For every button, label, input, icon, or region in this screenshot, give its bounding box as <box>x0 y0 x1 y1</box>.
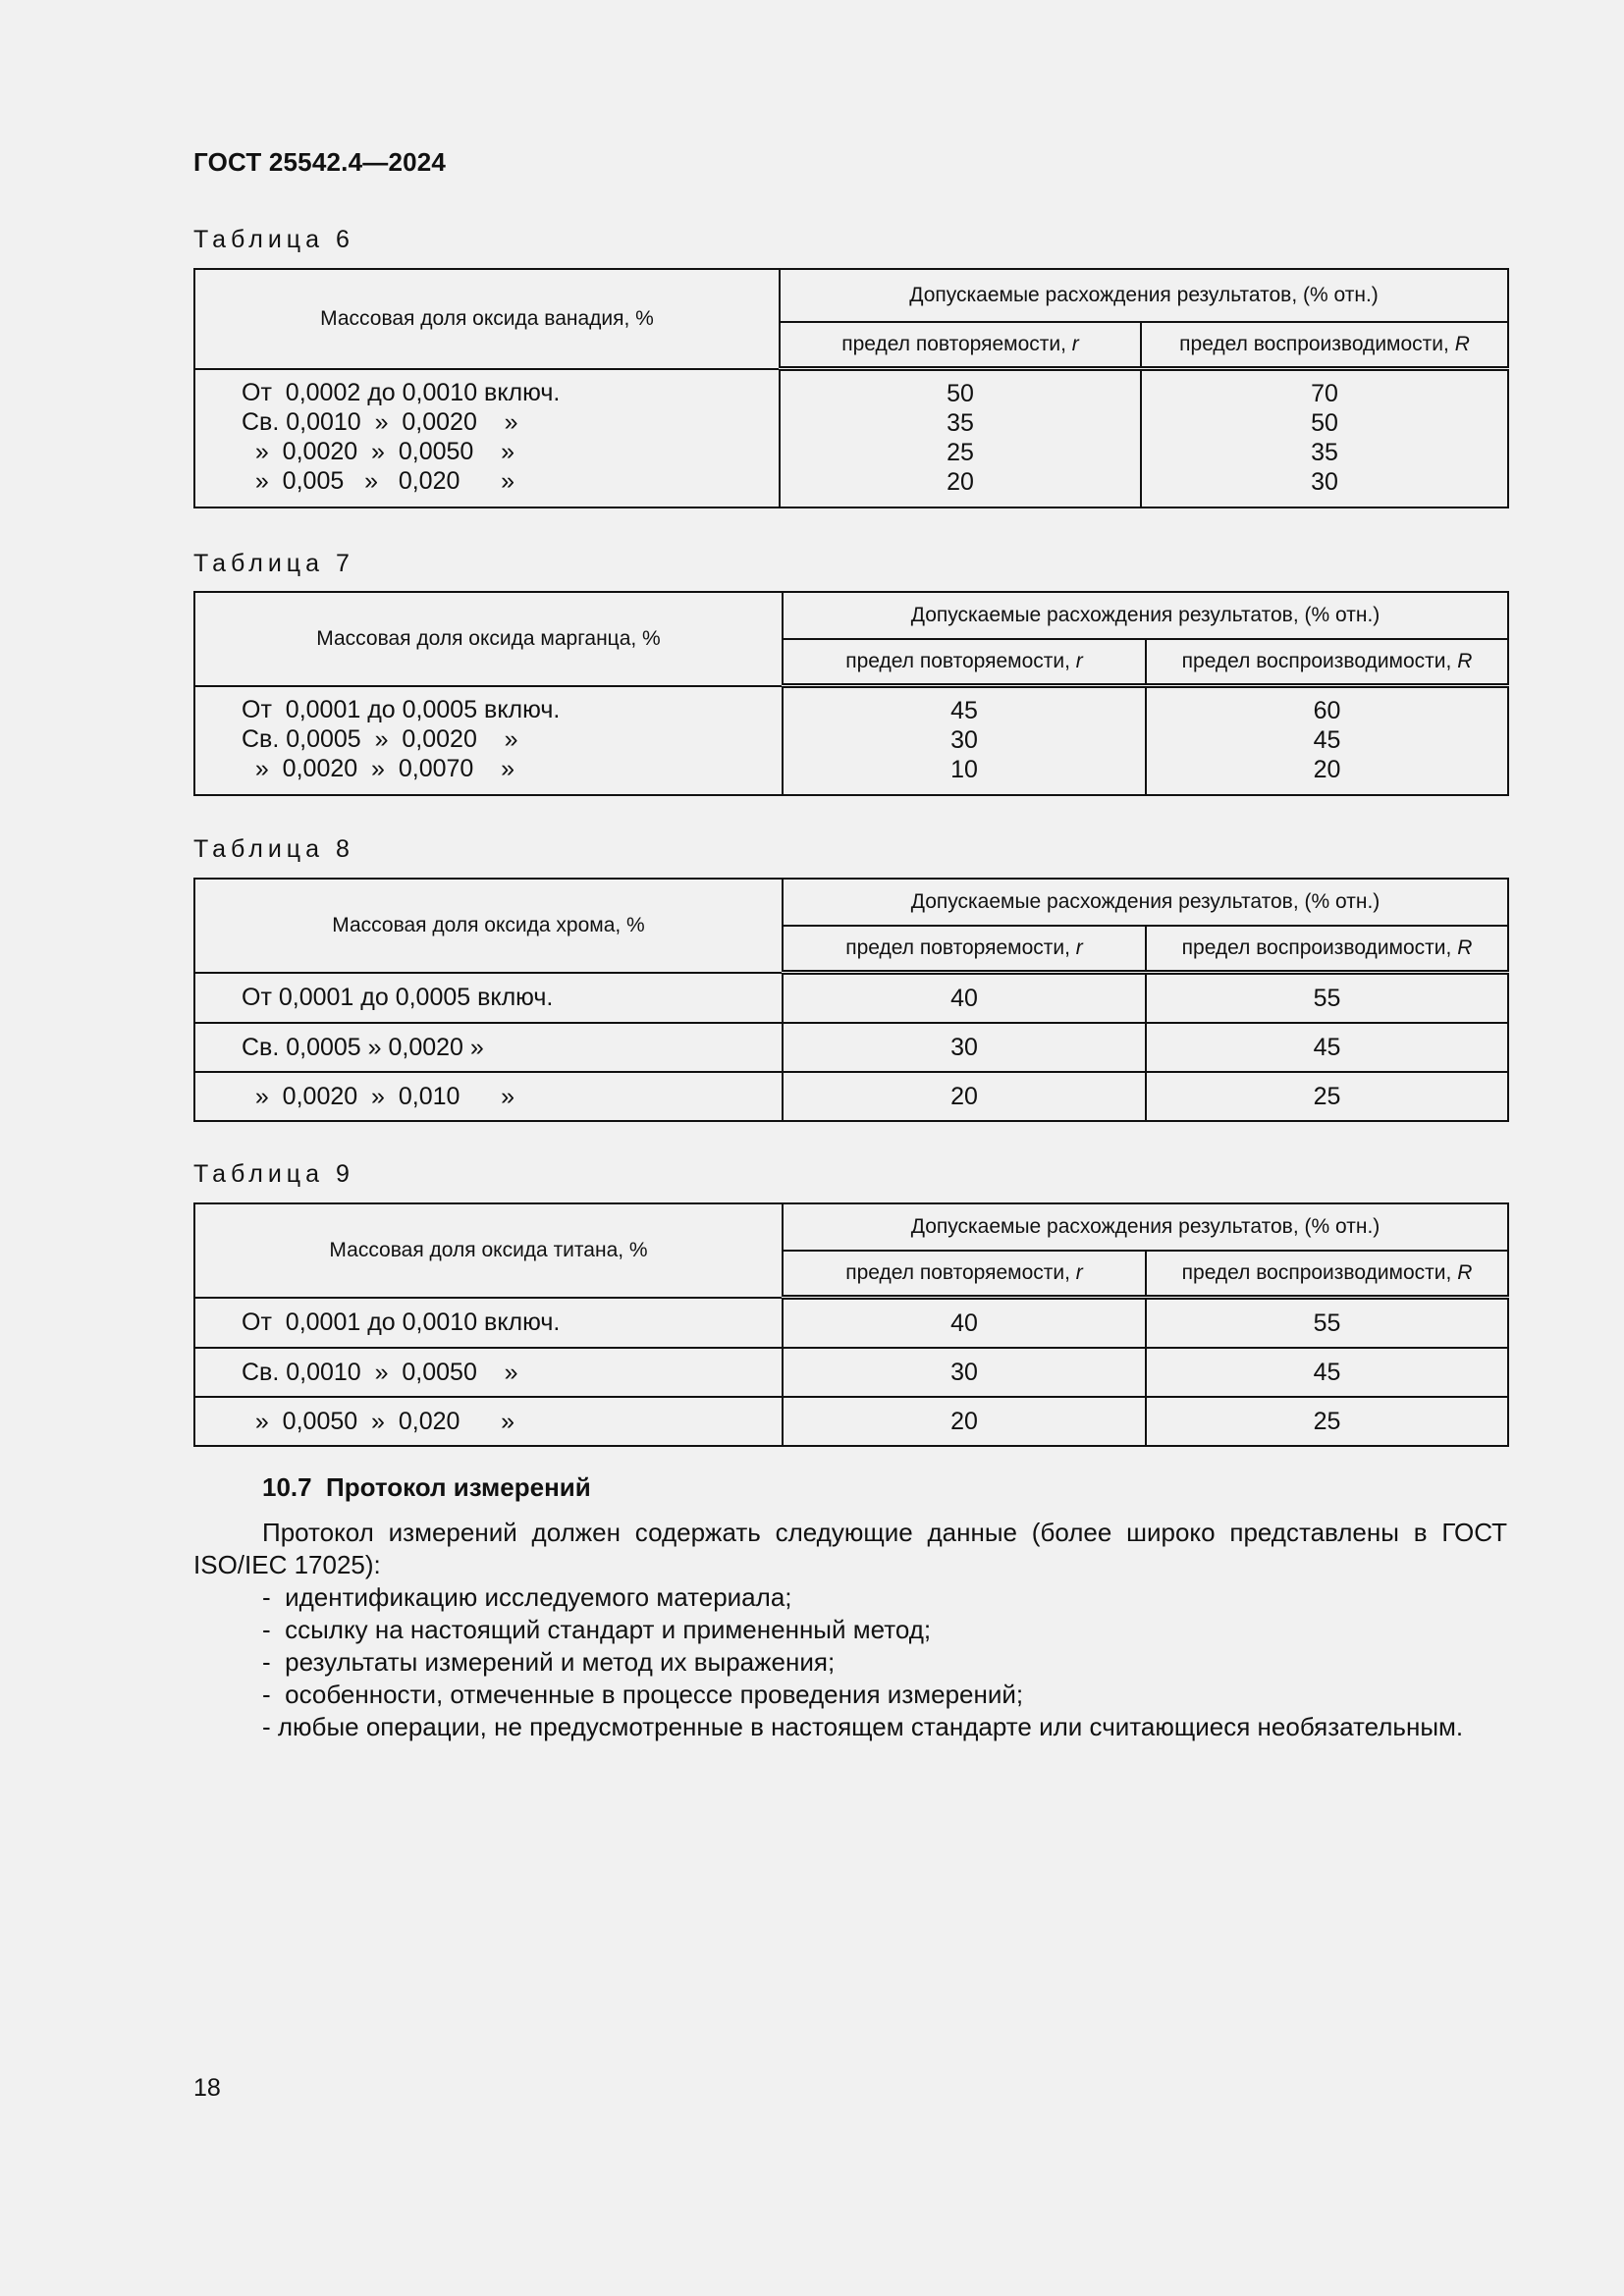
reproducibility-column: 60 45 20 <box>1146 686 1508 796</box>
table-7-caption: Таблица 7 <box>193 550 354 577</box>
range-column: От 0,0002 до 0,0010 включ. Св. 0,0010 » 0,0020 » » 0,0020 » 0,0050 » » 0,005 » 0,020 » <box>194 369 780 508</box>
table-row <box>194 1023 1508 1072</box>
table-6-caption: Таблица 6 <box>193 226 354 253</box>
requirements-list <box>193 1581 1507 1743</box>
range-cell: От 0,0001 до 0,0010 включ. <box>194 1298 783 1349</box>
table-7-group-header: Допускаемые расхождения результатов, (% отн.) <box>783 592 1508 639</box>
table-row <box>194 1348 1508 1397</box>
table-8 <box>193 878 1509 1122</box>
repeatability-cell: 40 <box>783 973 1146 1024</box>
reproducibility-cell: 25 <box>1146 1397 1508 1446</box>
table-6-group-header: Допускаемые расхождения результатов, (% отн.) <box>780 269 1508 322</box>
table-8-repeat-header: предел повторяемости, r <box>783 926 1146 973</box>
table-8-col1-header: Массовая доля оксида хрома, % <box>194 879 783 973</box>
range-column: От 0,0001 до 0,0005 включ. Св. 0,0005 » 0,0020 » » 0,0020 » 0,0070 » <box>194 686 783 796</box>
repeatability-cell: 30 <box>783 1348 1146 1397</box>
repeatability-column: 45 30 10 <box>783 686 1146 796</box>
page-number: 18 <box>193 2074 221 2102</box>
table-row <box>194 686 1508 796</box>
list-item: - особенности, отмеченные в процессе проведения измерений; <box>262 1680 1024 1709</box>
table-row <box>194 1397 1508 1446</box>
repeatability-column: 50 35 25 20 <box>780 369 1141 508</box>
reproducibility-cell: 25 <box>1146 1072 1508 1121</box>
table-9-repeat-header: предел повторяемости, r <box>783 1251 1146 1298</box>
table-9-caption: Таблица 9 <box>193 1160 354 1188</box>
range-cell: Св. 0,0010 » 0,0050 » <box>194 1348 783 1397</box>
repeatability-cell: 20 <box>783 1072 1146 1121</box>
table-8-group-header: Допускаемые расхождения результатов, (% отн.) <box>783 879 1508 926</box>
section-intro: Протокол измерений должен содержать следующие данные (более широко представлены в ГОСТ ISO/IEC 17025): <box>193 1518 1507 1579</box>
reproducibility-column: 70 50 35 30 <box>1141 369 1508 508</box>
repeatability-cell: 30 <box>783 1023 1146 1072</box>
table-8-reprod-header: предел воспроизводимости, R <box>1146 926 1508 973</box>
document-header: ГОСТ 25542.4—2024 <box>193 147 447 177</box>
table-row <box>194 973 1508 1024</box>
table-9-reprod-header: предел воспроизводимости, R <box>1146 1251 1508 1298</box>
list-item: - идентификацию исследуемого материала; <box>262 1582 792 1612</box>
table-7-reprod-header: предел воспроизводимости, R <box>1146 639 1508 686</box>
section-body <box>193 1517 1507 1743</box>
table-row <box>194 1072 1508 1121</box>
range-cell: Св. 0,0005 » 0,0020 » <box>194 1023 783 1072</box>
table-9 <box>193 1202 1509 1447</box>
table-7-col1-header: Массовая доля оксида марганца, % <box>194 592 783 686</box>
list-item: - ссылку на настоящий стандарт и примененный метод; <box>262 1615 932 1644</box>
repeatability-cell: 20 <box>783 1397 1146 1446</box>
table-7 <box>193 591 1509 796</box>
reproducibility-cell: 55 <box>1146 1298 1508 1349</box>
list-item: - результаты измерений и метод их выражения; <box>262 1647 836 1677</box>
table-row <box>194 1298 1508 1349</box>
table-6 <box>193 268 1509 508</box>
table-7-repeat-header: предел повторяемости, r <box>783 639 1146 686</box>
table-6-repeat-header: предел повторяемости, r <box>780 322 1141 369</box>
repeatability-cell: 40 <box>783 1298 1146 1349</box>
table-6-reprod-header: предел воспроизводимости, R <box>1141 322 1508 369</box>
list-item: - любые операции, не предусмотренные в настоящем стандарте или считающиеся необязательным. <box>262 1712 1464 1741</box>
range-cell: » 0,0020 » 0,010 » <box>194 1072 783 1121</box>
reproducibility-cell: 45 <box>1146 1348 1508 1397</box>
table-6-col1-header: Массовая доля оксида ванадия, % <box>194 269 780 369</box>
reproducibility-cell: 45 <box>1146 1023 1508 1072</box>
table-row <box>194 369 1508 508</box>
table-9-col1-header: Массовая доля оксида титана, % <box>194 1203 783 1298</box>
section-title: 10.7 Протокол измерений <box>262 1472 591 1502</box>
table-9-group-header: Допускаемые расхождения результатов, (% отн.) <box>783 1203 1508 1251</box>
table-8-caption: Таблица 8 <box>193 835 354 863</box>
reproducibility-cell: 55 <box>1146 973 1508 1024</box>
range-cell: » 0,0050 » 0,020 » <box>194 1397 783 1446</box>
range-cell: От 0,0001 до 0,0005 включ. <box>194 973 783 1024</box>
